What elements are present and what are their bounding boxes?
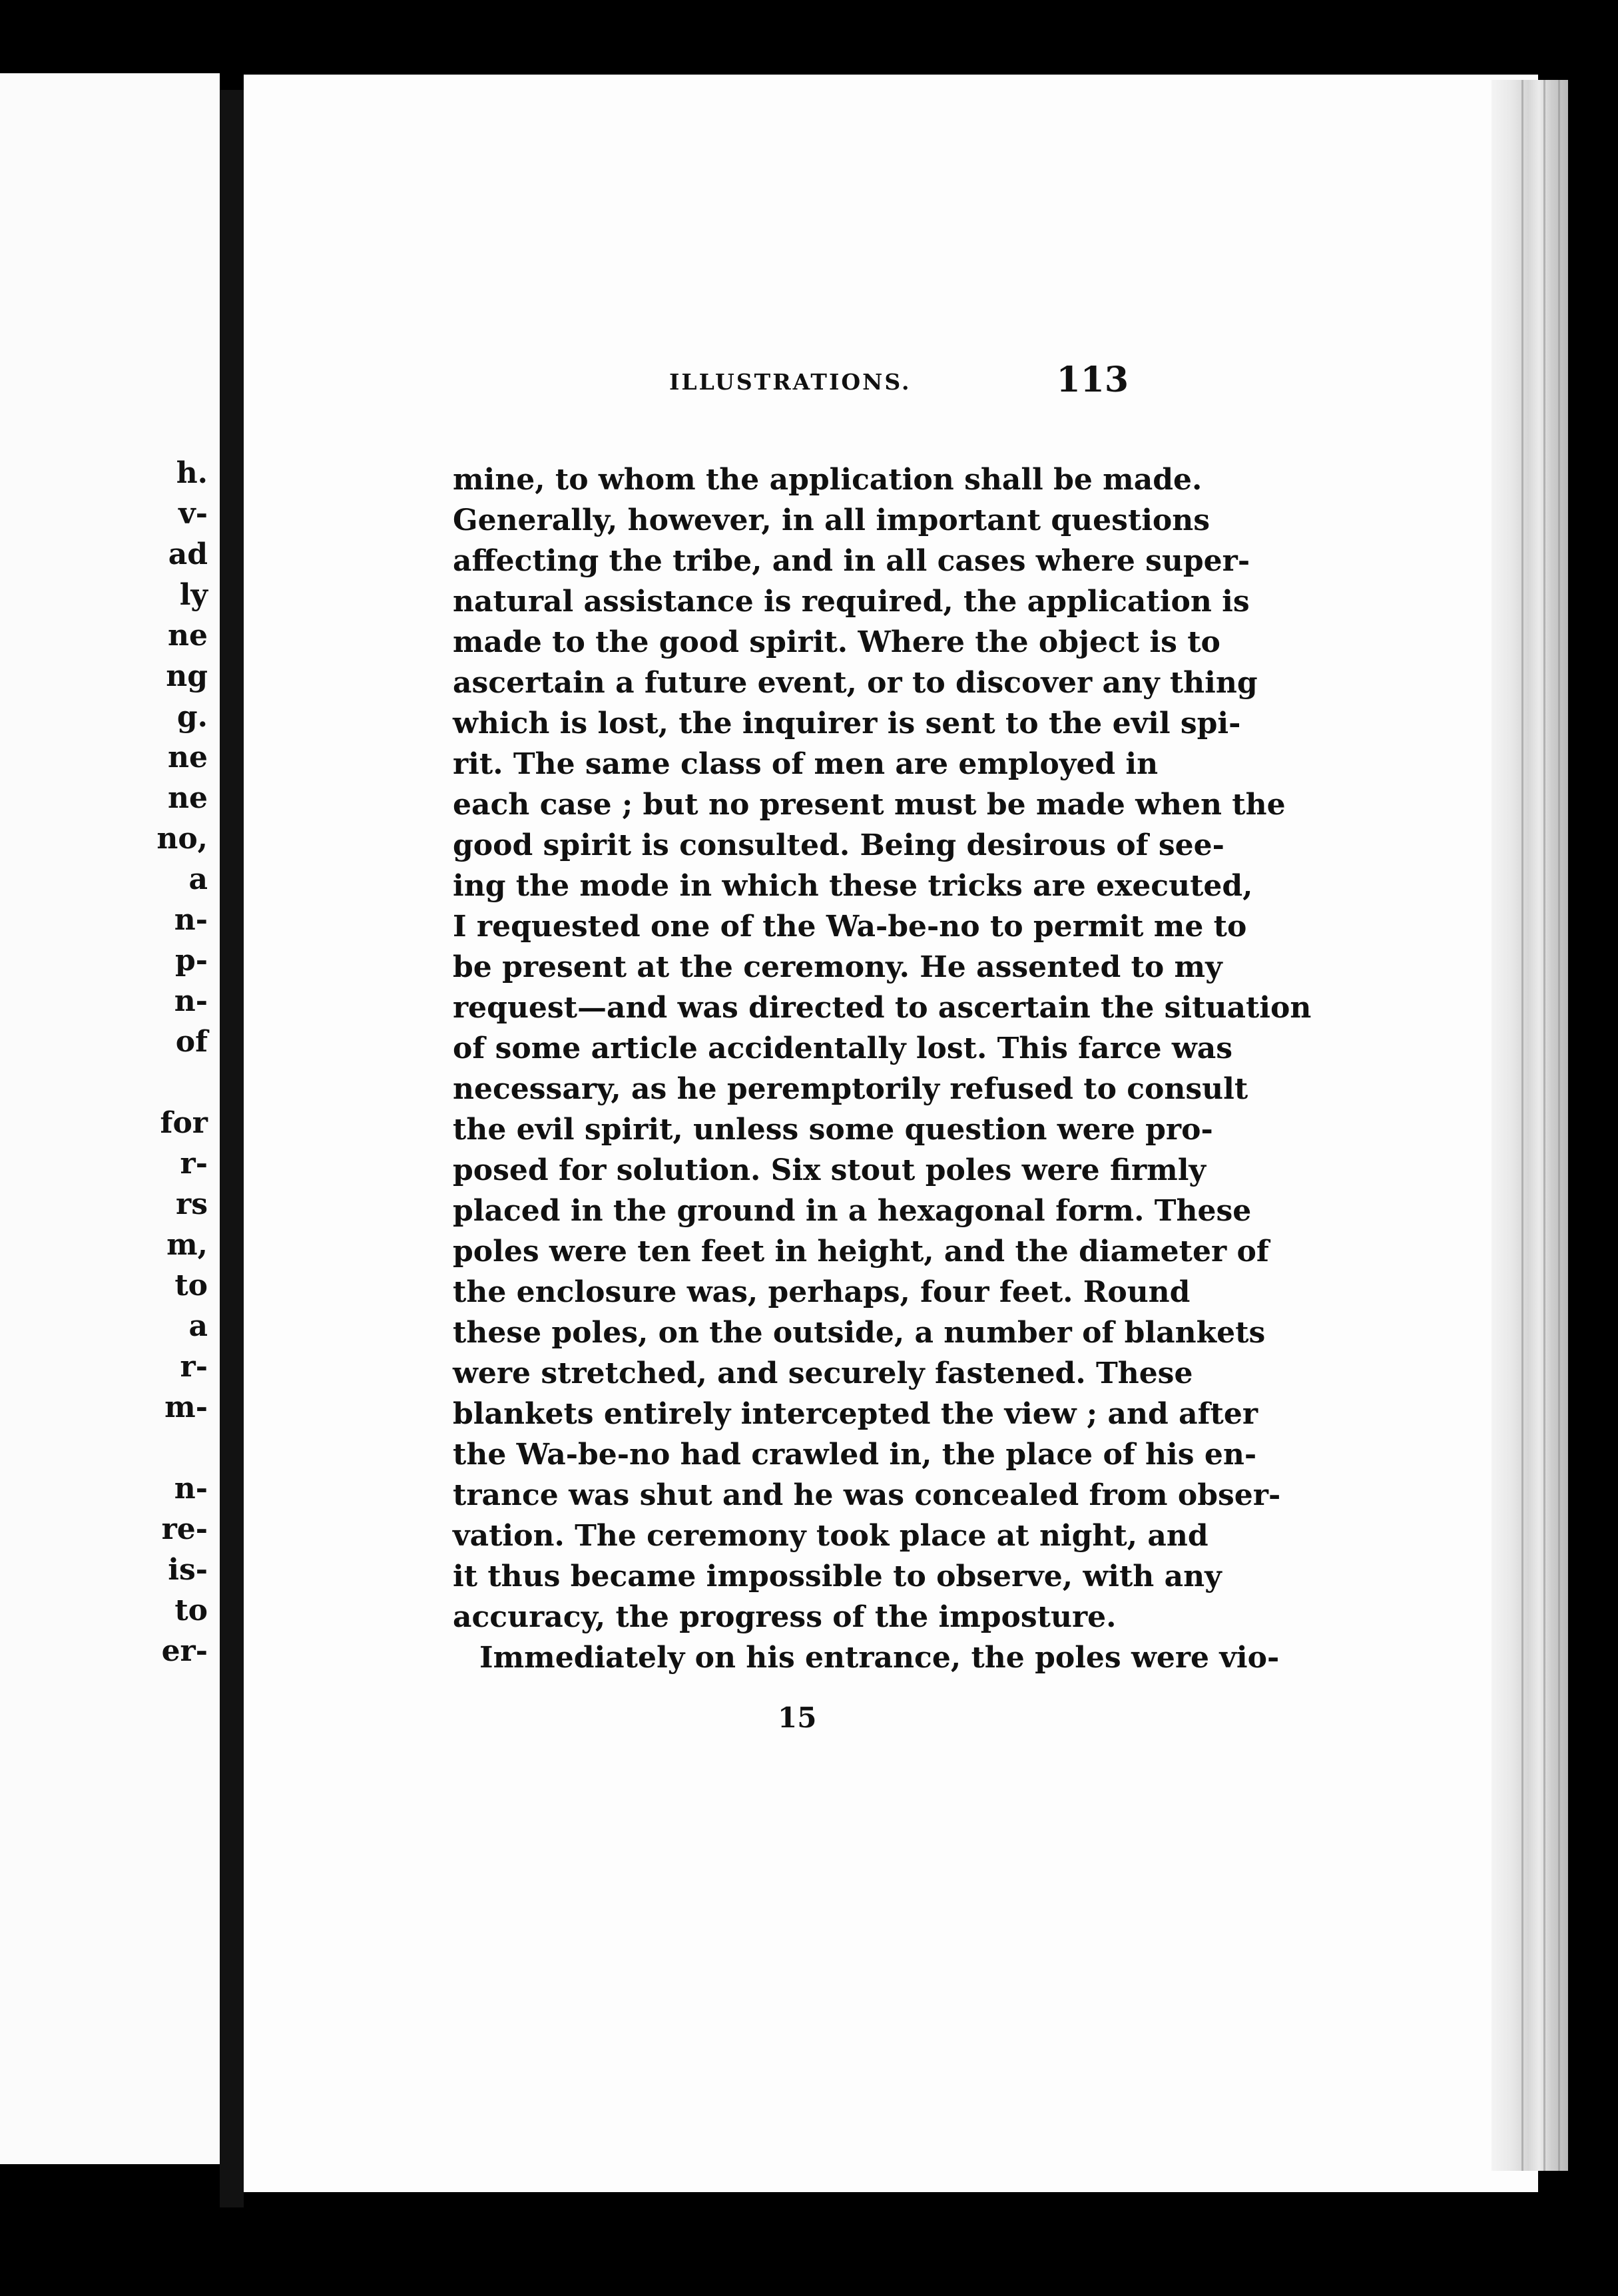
left-fragment: no, [156, 822, 208, 856]
text-line: Generally, however, in all important questions [453, 503, 1211, 537]
page-edge [1491, 80, 1568, 2171]
text-line: made to the good spirit. Where the object is to [453, 625, 1220, 659]
signature-mark: 15 [778, 1701, 817, 1734]
left-fragment: n- [174, 903, 208, 937]
left-fragment: g. [176, 700, 208, 734]
text-line: natural assistance is required, the application is [453, 585, 1250, 619]
text-line: accuracy, the progress of the imposture. [453, 1600, 1117, 1634]
left-fragment: r- [180, 1147, 208, 1181]
left-fragment: of [175, 1025, 208, 1059]
text-line: placed in the ground in a hexagonal form. These [453, 1194, 1252, 1228]
text-line: necessary, as he peremptorily refused to consult [453, 1072, 1248, 1106]
left-fragment [141, 1428, 208, 1468]
left-fragment: ad [168, 537, 208, 571]
left-page [0, 73, 220, 2164]
left-fragment: re- [161, 1512, 208, 1546]
text-line: ing the mode in which these tricks are executed, [453, 869, 1253, 903]
text-line: be present at the ceremony. He assented to my [453, 950, 1222, 984]
text-line: posed for solution. Six stout poles were firmly [453, 1153, 1206, 1187]
left-fragment: ng [166, 659, 208, 693]
left-fragment: r- [180, 1350, 208, 1384]
left-fragment [141, 1062, 208, 1103]
book-gutter [220, 90, 244, 2207]
left-page-text-fragments [141, 453, 208, 1671]
left-fragment: a [188, 1309, 208, 1343]
left-fragment: n- [174, 1472, 208, 1506]
left-fragment: n- [174, 984, 208, 1018]
text-line: good spirit is consulted. Being desirous of see- [453, 828, 1224, 862]
running-head: ILLUSTRATIONS. [669, 369, 912, 395]
left-fragment: rs [176, 1187, 208, 1221]
text-line: which is lost, the inquirer is sent to the evil spi- [453, 707, 1241, 740]
left-fragment: to [174, 1593, 208, 1627]
left-fragment: p- [174, 944, 208, 978]
left-fragment: for [160, 1106, 208, 1140]
text-line: mine, to whom the application shall be made. [453, 463, 1203, 497]
page-number: 113 [1056, 360, 1129, 400]
text-line: the Wa-be-no had crawled in, the place of his en- [453, 1438, 1257, 1472]
left-fragment: ne [168, 781, 208, 815]
left-fragment: er- [161, 1634, 208, 1668]
text-line: request—and was directed to ascertain the situation [453, 991, 1312, 1025]
text-line: the enclosure was, perhaps, four feet. Round [453, 1275, 1191, 1309]
left-fragment: to [174, 1269, 208, 1302]
text-line: were stretched, and securely fastened. These [453, 1356, 1193, 1390]
text-line: trance was shut and he was concealed from obser- [453, 1478, 1281, 1512]
text-line: I requested one of the Wa-be-no to permit me to [453, 910, 1247, 944]
left-fragment: ly [179, 578, 208, 612]
text-line: it thus became impossible to observe, with any [453, 1560, 1222, 1593]
left-fragment: is- [168, 1553, 208, 1587]
text-line: poles were ten feet in height, and the diameter of [453, 1235, 1269, 1269]
page-edge-line [1521, 80, 1523, 2171]
text-line: blankets entirely intercepted the view ; and after [453, 1397, 1258, 1431]
page-edge-line [1543, 80, 1545, 2171]
left-fragment: a [188, 862, 208, 896]
body-text [453, 459, 1312, 1678]
left-fragment: m, [166, 1228, 208, 1262]
text-line: these poles, on the outside, a number of blankets [453, 1316, 1266, 1350]
text-line: ascertain a future event, or to discover any thing [453, 666, 1258, 700]
text-line: Immediately on his entrance, the poles were vio- [479, 1641, 1280, 1675]
text-line: affecting the tribe, and in all cases where super- [453, 544, 1250, 578]
text-line: each case ; but no present must be made when the [453, 788, 1286, 822]
text-line: rit. The same class of men are employed in [453, 747, 1159, 781]
left-fragment: ne [168, 740, 208, 774]
text-line: of some article accidentally lost. This farce was [453, 1031, 1233, 1065]
page-edge-line [1558, 80, 1560, 2171]
left-fragment: m- [164, 1390, 208, 1424]
text-line: the evil spirit, unless some question were pro- [453, 1113, 1213, 1147]
page-header [453, 360, 1129, 406]
left-fragment: ne [168, 619, 208, 653]
text-line: vation. The ceremony took place at night, and [453, 1519, 1209, 1553]
left-fragment: h. [176, 456, 208, 490]
left-fragment: v- [178, 497, 208, 531]
